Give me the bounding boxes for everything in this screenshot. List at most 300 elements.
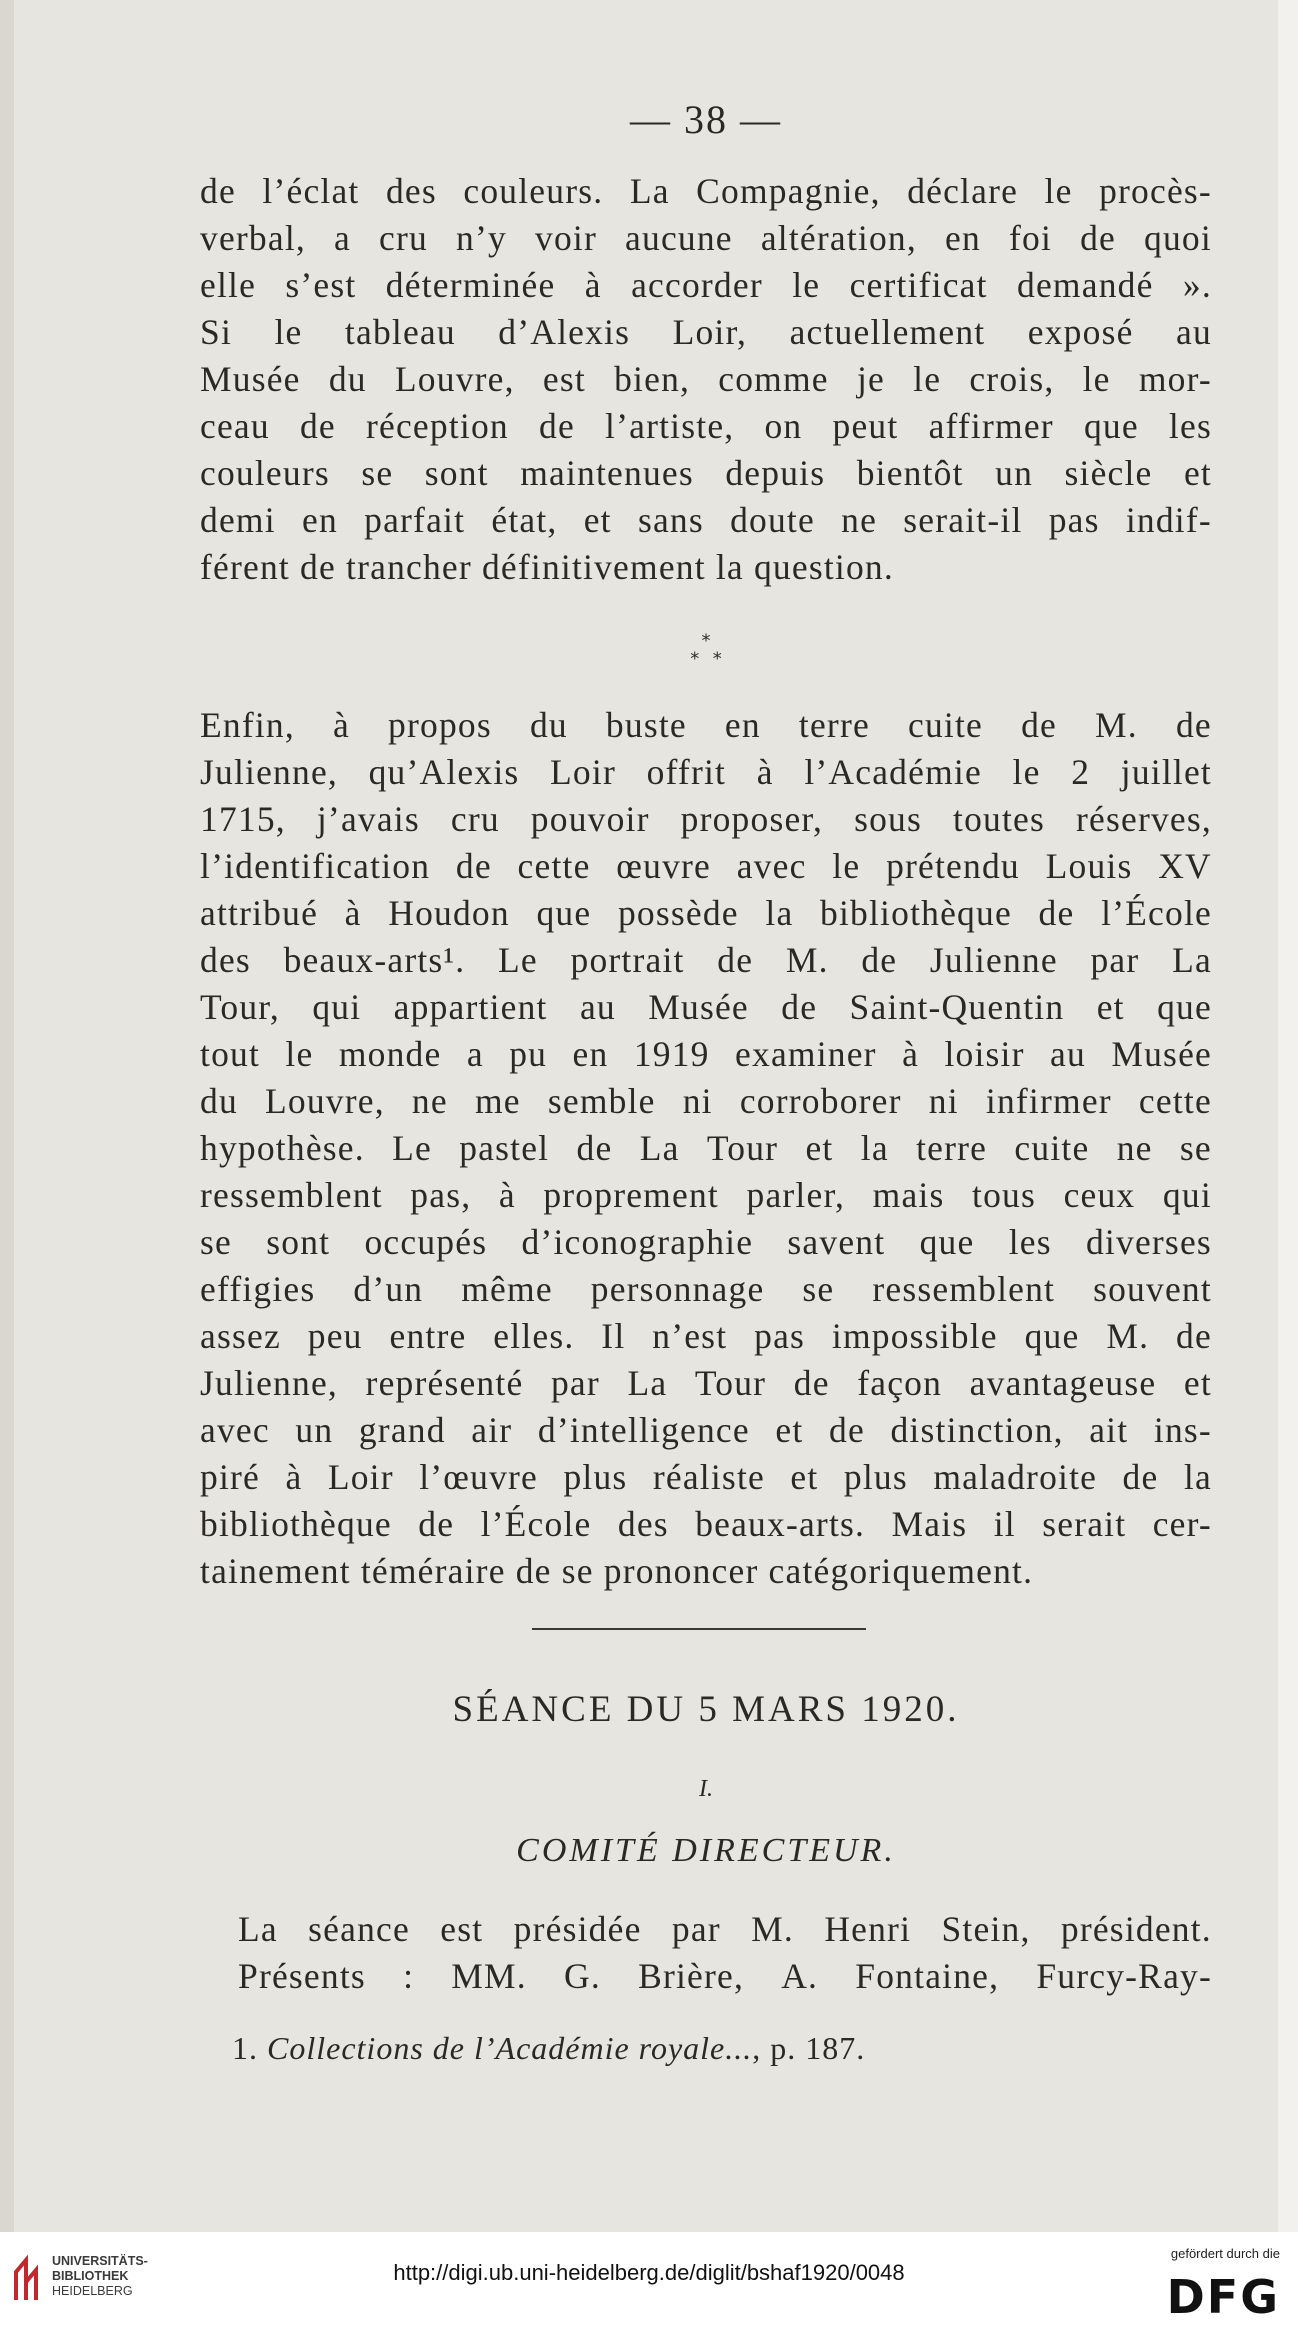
- word: que: [536, 893, 592, 933]
- word: cer-: [1152, 1504, 1212, 1544]
- word: et: [805, 1128, 834, 1168]
- word: ait: [1089, 1410, 1129, 1450]
- word: et: [1183, 453, 1212, 493]
- word: effigies: [200, 1269, 316, 1309]
- word: La: [238, 1909, 278, 1949]
- word: Musée: [200, 359, 301, 399]
- word: ceau: [200, 406, 270, 446]
- word: tableau: [344, 312, 456, 352]
- word: que: [1083, 406, 1139, 446]
- word: infirmer: [985, 1081, 1112, 1121]
- word: terre: [798, 705, 870, 745]
- text-line: [238, 1953, 1212, 2000]
- word: en: [945, 218, 981, 258]
- word: ».: [1182, 265, 1212, 305]
- word: s’est: [285, 265, 357, 305]
- word: l’artiste,: [605, 406, 735, 446]
- word: Fontaine,: [855, 1956, 1000, 1996]
- word: même: [461, 1269, 553, 1309]
- word: proposer,: [680, 799, 824, 839]
- word: foi: [1008, 218, 1053, 258]
- word: toutes: [953, 799, 1046, 839]
- word: par: [671, 1909, 721, 1949]
- word: façon: [857, 1363, 943, 1403]
- word: n’y: [456, 218, 507, 258]
- word: au: [1175, 312, 1212, 352]
- text-line: [200, 309, 1212, 356]
- paragraph-1: [200, 168, 1212, 591]
- word: plus: [563, 1457, 628, 1497]
- word: serait: [1042, 1504, 1127, 1544]
- permalink-url[interactable]: http://digi.ub.uni-heidelberg.de/diglit/bshaf1920/0048: [393, 2260, 905, 2285]
- word: avec: [736, 846, 807, 886]
- word: loisir: [944, 1034, 1025, 1074]
- word: elles.: [493, 1316, 575, 1356]
- word: férent de trancher définitivement la question.: [200, 547, 894, 587]
- word: l’œuvre: [419, 1457, 539, 1497]
- word: ni: [928, 1081, 959, 1121]
- word: l’éclat: [262, 171, 360, 211]
- word: se: [802, 1269, 835, 1309]
- word: que: [1024, 1316, 1080, 1356]
- word: au: [1050, 1034, 1086, 1074]
- word: attribué: [200, 893, 319, 933]
- word: plus: [843, 1457, 908, 1497]
- text-line: [200, 1454, 1212, 1501]
- word: au: [579, 987, 616, 1027]
- word: se: [1179, 1128, 1212, 1168]
- text-line: [200, 168, 1212, 215]
- text-line: [200, 403, 1212, 450]
- word: cru: [379, 218, 428, 258]
- word: et: [775, 1410, 804, 1450]
- word: MM.: [451, 1956, 527, 1996]
- word: en: [724, 705, 761, 745]
- word: verbal,: [200, 218, 306, 258]
- word: réserves,: [1076, 799, 1212, 839]
- section-divider: [532, 1628, 866, 1630]
- word: indif-: [1125, 500, 1212, 540]
- word: ne: [841, 500, 878, 540]
- word: terre: [916, 1128, 988, 1168]
- word: Tour,: [200, 987, 280, 1027]
- word: avec: [200, 1410, 270, 1450]
- word: le: [913, 359, 942, 399]
- word: Tour: [694, 1363, 767, 1403]
- text-line: [200, 890, 1212, 937]
- word: Compagnie,: [696, 171, 881, 211]
- footnote-title: Collections de l’Académie royale...: [267, 2030, 753, 2066]
- word: piré: [200, 1457, 260, 1497]
- word: elle: [200, 265, 257, 305]
- word: d’Alexis: [498, 312, 631, 352]
- paragraph-2: [200, 702, 1212, 1595]
- word: prétendu: [886, 846, 1020, 886]
- word: parfait: [364, 500, 466, 540]
- word: parler,: [746, 1175, 846, 1215]
- word: possède: [617, 893, 739, 933]
- text-line: [200, 937, 1212, 984]
- word: un: [295, 1410, 334, 1450]
- word: l’École: [1101, 893, 1212, 933]
- word: cette: [517, 846, 591, 886]
- word: semble: [547, 1081, 656, 1121]
- text-line: [200, 749, 1212, 796]
- word: a: [466, 1034, 484, 1074]
- word: et: [790, 1457, 819, 1497]
- word: du: [200, 1081, 238, 1121]
- word: altération,: [760, 218, 917, 258]
- word: Stein,: [941, 1909, 1031, 1949]
- page-number: — 38 —: [630, 97, 782, 142]
- word: le: [792, 265, 821, 305]
- text-line: [200, 1360, 1212, 1407]
- text-line: [200, 450, 1212, 497]
- word: ceux: [1063, 1175, 1136, 1215]
- word: sans: [637, 500, 704, 540]
- word: XV: [1158, 846, 1212, 886]
- text-line: [200, 1219, 1212, 1266]
- word: occupés: [364, 1222, 488, 1262]
- word: distinction,: [890, 1410, 1064, 1450]
- word: affirmer: [928, 406, 1054, 446]
- word: peu: [307, 1316, 363, 1356]
- word: maladroite: [933, 1457, 1098, 1497]
- word: mais: [872, 1175, 945, 1215]
- word: Présents: [238, 1956, 366, 1996]
- word: beaux-arts.: [695, 1504, 866, 1544]
- word: et: [583, 500, 612, 540]
- word: cette: [1138, 1081, 1212, 1121]
- word: Louis: [1045, 846, 1133, 886]
- word: Il: [601, 1316, 626, 1356]
- word: Julienne,: [200, 752, 338, 792]
- word: et: [1096, 987, 1125, 1027]
- word: procès-: [1099, 171, 1212, 211]
- word: de: [539, 406, 575, 446]
- word: à: [344, 893, 362, 933]
- word: La: [629, 171, 670, 211]
- word: buste: [605, 705, 687, 745]
- word: Henri: [824, 1909, 912, 1949]
- text-line: [200, 1266, 1212, 1313]
- word: qu’Alexis: [368, 752, 520, 792]
- word: à: [285, 1457, 303, 1497]
- library-name-line-3: HEIDELBERG: [52, 2284, 133, 2298]
- text-line: [200, 262, 1212, 309]
- word: Brière,: [638, 1956, 745, 1996]
- word: ressemblent: [872, 1269, 1056, 1309]
- word: réaliste: [652, 1457, 765, 1497]
- word: de: [1080, 218, 1116, 258]
- text-line: [200, 1125, 1212, 1172]
- word: des: [617, 1504, 669, 1544]
- word: personnage: [590, 1269, 765, 1309]
- word: que: [1157, 987, 1212, 1027]
- word: crois,: [969, 359, 1055, 399]
- word: à: [756, 752, 774, 792]
- word: réception: [366, 406, 509, 446]
- word: la: [860, 1128, 889, 1168]
- paragraph-3: [238, 1906, 1212, 2000]
- text-line: [200, 796, 1212, 843]
- word: mor-: [1138, 359, 1212, 399]
- word: état,: [491, 500, 558, 540]
- word: entre: [389, 1316, 467, 1356]
- word: sous: [854, 799, 923, 839]
- word: de: [1176, 1316, 1212, 1356]
- footnote-page: , p. 187.: [752, 2030, 866, 2066]
- word: se: [200, 1222, 232, 1262]
- footnote: [232, 2030, 865, 2067]
- word: n’est: [652, 1316, 728, 1356]
- word: qui: [312, 987, 362, 1027]
- text-line: [200, 1031, 1212, 1078]
- section-subtitle: COMITÉ DIRECTEUR.: [516, 1832, 896, 1869]
- word: Furcy-Ray-: [1036, 1956, 1212, 1996]
- text-line: [238, 1906, 1212, 1953]
- word: à: [584, 265, 602, 305]
- dfg-logo: DFG: [1166, 2270, 1280, 2324]
- word: les: [1008, 1222, 1052, 1262]
- word: couleurs.: [463, 171, 604, 211]
- word: ins-: [1153, 1410, 1212, 1450]
- word: cuite: [1014, 1128, 1090, 1168]
- text-line: [200, 1407, 1212, 1454]
- word: présidée: [513, 1909, 642, 1949]
- word: appartient: [393, 987, 548, 1027]
- word: à: [902, 1034, 920, 1074]
- word: représenté: [365, 1363, 524, 1403]
- text-line: [200, 984, 1212, 1031]
- word: pouvoir: [530, 799, 650, 839]
- word: qui: [1162, 1175, 1212, 1215]
- word: et: [1183, 1363, 1212, 1403]
- word: demandé: [1017, 265, 1154, 305]
- word: M.: [1106, 1316, 1150, 1356]
- word: portrait: [570, 940, 685, 980]
- word: sont: [424, 453, 489, 493]
- word: Si: [200, 312, 233, 352]
- word: exposé: [1027, 312, 1134, 352]
- word: Musée: [648, 987, 749, 1027]
- word: le: [285, 1034, 314, 1074]
- word: serait-il: [903, 500, 1023, 540]
- word: diverses: [1085, 1222, 1212, 1262]
- word: que: [919, 1222, 975, 1262]
- word: pu: [509, 1034, 548, 1074]
- word: par: [1090, 940, 1140, 980]
- word: :: [403, 1956, 415, 1996]
- word: assez: [200, 1316, 281, 1356]
- word: pas,: [410, 1175, 472, 1215]
- word: de: [829, 1410, 865, 1450]
- word: cuite: [908, 705, 983, 745]
- word: le: [1012, 752, 1041, 792]
- word: ne: [1116, 1128, 1153, 1168]
- word: à: [498, 1175, 516, 1215]
- word: pastel: [459, 1128, 550, 1168]
- word: souvent: [1093, 1269, 1212, 1309]
- word: Louvre,: [394, 359, 515, 399]
- word: est: [440, 1909, 484, 1949]
- text-line: [200, 356, 1212, 403]
- word: cru: [450, 799, 500, 839]
- word: du: [328, 359, 367, 399]
- word: le: [1082, 359, 1111, 399]
- word: juillet: [1120, 752, 1212, 792]
- word: il: [993, 1504, 1016, 1544]
- word: la: [1183, 1457, 1212, 1497]
- word: de: [1021, 705, 1057, 745]
- word: Louvre,: [265, 1081, 385, 1121]
- word: déclare: [907, 171, 1019, 211]
- text-line: [200, 1548, 1212, 1595]
- word: pas: [1048, 500, 1100, 540]
- text-line: [200, 497, 1212, 544]
- word: proprement: [543, 1175, 719, 1215]
- word: l’Académie: [804, 752, 982, 792]
- word: ressemblent: [200, 1175, 383, 1215]
- word: actuellement: [789, 312, 986, 352]
- word: de: [1122, 1457, 1159, 1497]
- word: quoi: [1144, 218, 1212, 258]
- word: La: [627, 1363, 668, 1403]
- word: La: [639, 1128, 680, 1168]
- word: me: [474, 1081, 521, 1121]
- word: accorder: [631, 265, 763, 305]
- word: voir: [535, 218, 597, 258]
- word: tous: [972, 1175, 1037, 1215]
- word: hypothèse.: [200, 1128, 365, 1168]
- word: de: [1175, 705, 1212, 745]
- word: couleurs: [200, 453, 330, 493]
- word: Le: [498, 940, 538, 980]
- word: les: [1168, 406, 1212, 446]
- word: tout: [200, 1034, 261, 1074]
- word: corroborer: [739, 1081, 902, 1121]
- word: j’avais: [316, 799, 420, 839]
- section-heading: SÉANCE DU 5 MARS 1920.: [452, 1689, 960, 1730]
- word: G.: [564, 1956, 601, 1996]
- word: siècle: [1064, 453, 1153, 493]
- word: déterminée: [385, 265, 556, 305]
- text-line: [200, 1078, 1212, 1125]
- text-line: [200, 215, 1212, 262]
- star-bottom: ⁎ ⁎: [690, 643, 722, 663]
- word: demi: [200, 500, 276, 540]
- word: Houdon: [388, 893, 510, 933]
- funded-by-label: gefördert durch die: [1170, 2246, 1280, 2261]
- word: offrit: [646, 752, 727, 792]
- word: d’iconographie: [521, 1222, 754, 1262]
- word: grand: [358, 1410, 446, 1450]
- word: bien,: [614, 359, 691, 399]
- word: par: [550, 1363, 600, 1403]
- word: aucune: [625, 218, 733, 258]
- word: a: [334, 218, 351, 258]
- word: beaux-arts¹.: [283, 940, 466, 980]
- word: de: [299, 406, 336, 446]
- word: impossible: [831, 1316, 998, 1356]
- word: certificat: [849, 265, 988, 305]
- word: je: [856, 359, 885, 399]
- word: le: [1044, 171, 1073, 211]
- word: séance: [308, 1909, 410, 1949]
- word: depuis: [725, 453, 826, 493]
- text-line: [200, 843, 1212, 890]
- word: Saint-Quentin: [849, 987, 1065, 1027]
- word: à: [333, 705, 350, 745]
- word: président.: [1060, 1909, 1212, 1949]
- word: de: [781, 987, 818, 1027]
- word: de: [455, 846, 492, 886]
- word: des: [200, 940, 251, 980]
- text-line: [200, 1172, 1212, 1219]
- word: la: [765, 893, 794, 933]
- word: propos: [388, 705, 492, 745]
- word: 1715,: [200, 799, 286, 839]
- word: bientôt: [856, 453, 964, 493]
- word: peut: [832, 406, 899, 446]
- word: 2: [1071, 752, 1091, 792]
- word: 1919: [633, 1034, 710, 1074]
- section-number: I.: [699, 1776, 713, 1802]
- word: Le: [392, 1128, 432, 1168]
- word: de: [793, 1363, 830, 1403]
- text-line: [200, 544, 1212, 591]
- word: œuvre: [616, 846, 711, 886]
- word: de: [200, 171, 236, 211]
- word: Musée: [1111, 1034, 1212, 1074]
- section-stars: [200, 626, 1212, 662]
- word: en: [302, 500, 338, 540]
- word: le: [274, 312, 303, 352]
- word: maintenues: [520, 453, 694, 493]
- word: est: [542, 359, 586, 399]
- word: on: [764, 406, 803, 446]
- text-line: [200, 1313, 1212, 1360]
- word: air: [471, 1410, 513, 1450]
- word: doute: [730, 500, 815, 540]
- word: Tour: [706, 1128, 779, 1168]
- word: Mais: [891, 1504, 968, 1544]
- footnote-number: 1.: [232, 2030, 258, 2066]
- word: savent: [787, 1222, 886, 1262]
- word: d’un: [353, 1269, 424, 1309]
- word: ne: [411, 1081, 448, 1121]
- word: Loir,: [672, 312, 748, 352]
- word: Julienne: [929, 940, 1058, 980]
- word: de: [1038, 893, 1075, 933]
- word: tainement téméraire de se prononcer catégoriquement.: [200, 1551, 1034, 1591]
- word: pas: [754, 1316, 806, 1356]
- word: de: [418, 1504, 455, 1544]
- text-line: [200, 702, 1212, 749]
- word: se: [361, 453, 394, 493]
- word: d’intelligence: [537, 1410, 750, 1450]
- word: de: [576, 1128, 613, 1168]
- word: M.: [751, 1909, 794, 1949]
- text-line: [200, 1501, 1212, 1548]
- word: Loir: [327, 1457, 394, 1497]
- word: M.: [785, 940, 829, 980]
- scan-right-edge: [1278, 0, 1298, 2232]
- word: sont: [266, 1222, 331, 1262]
- word: Enfin,: [200, 705, 295, 745]
- word: comme: [718, 359, 829, 399]
- word: de: [861, 940, 898, 980]
